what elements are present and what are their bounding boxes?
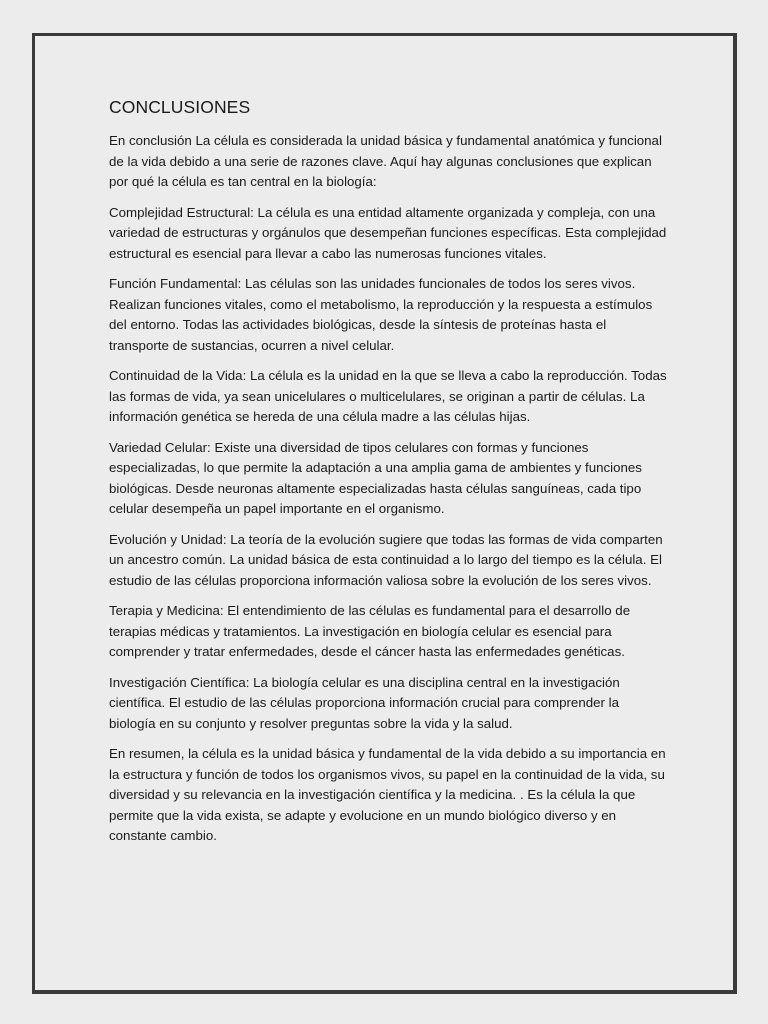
paragraph-variedad-celular: Variedad Celular: Existe una diversidad de tipos celulares con formas y funciones especializadas, lo que permite la adaptación a una amplia gama de ambientes y funciones biológicas. Desde neuronas altamente especializadas hasta células sanguíneas, cada tipo celular desempeña un papel importante en el organismo. (109, 439, 642, 516)
document-page (32, 33, 737, 994)
paragraph-evolucion-unidad: Evolución y Unidad: La teoría de la evolución sugiere que todas las formas de vida comparten un ancestro común. La unidad básica de esta continuidad a lo largo del tiempo es la célula. El estudio de las células proporciona información valiosa sobre la evolución de los seres vivos. (109, 531, 663, 588)
paragraph-funcion-fundamental: Función Fundamental: Las células son las unidades funcionales de todos los seres vivos. Realizan funciones vitales, como el metabolismo, la reproducción y la respuesta a estímulos del entorno. Todas las actividades biológicas, desde la síntesis de proteínas hasta el transporte de sustancias, ocurren a nivel celular. (109, 276, 653, 353)
paragraph-intro: En conclusión La célula es considerada la unidad básica y fundamental anatómica y funcional de la vida debido a una serie de razones clave. Aquí hay algunas conclusiones que explican por qué la célula es tan central en la biología: (109, 133, 662, 189)
paragraph-terapia-medicina: Terapia y Medicina: El entendimiento de las células es fundamental para el desarrollo de terapias médicas y tratamientos. La investigación en biología celular es esencial para comprender y tratar enfermedades, desde el cáncer hasta las enfermedades genéticas. (109, 603, 631, 659)
document-body (109, 96, 669, 857)
paragraph-resumen: En resumen, la célula es la unidad básica y fundamental de la vida debido a su importancia en la estructura y función de todos los organismos vivos, su papel en la continuidad de la vida, su diversidad y su relevancia en la investigación científica y la medicina. . Es la célula la que permite que la vida exista, se adapte y evolucione en un mundo biológico diverso y en constante cambio. (109, 746, 666, 843)
paragraph-continuidad-vida: Continuidad de la Vida: La célula es la unidad en la que se lleva a cabo la reproducción. Todas las formas de vida, ya sean unicelulares o multicelulares, se originan a partir de células. La información genética se hereda de una célula madre a las células hijas. (109, 368, 667, 424)
paragraph-complejidad-estructural: Complejidad Estructural: La célula es una entidad altamente organizada y compleja, con una variedad de estructuras y orgánulos que desempeñan funciones específicas. Esta complejidad estructural es esencial para llevar a cabo las numerosas funciones vitales. (109, 204, 667, 261)
page-title: CONCLUSIONES (109, 97, 251, 117)
paragraph-investigacion-cientifica: Investigación Científica: La biología celular es una disciplina central en la investigación científica. El estudio de las células proporciona información crucial para comprender la biología en su conjunto y resolver preguntas sobre la vida y la salud. (109, 674, 620, 731)
